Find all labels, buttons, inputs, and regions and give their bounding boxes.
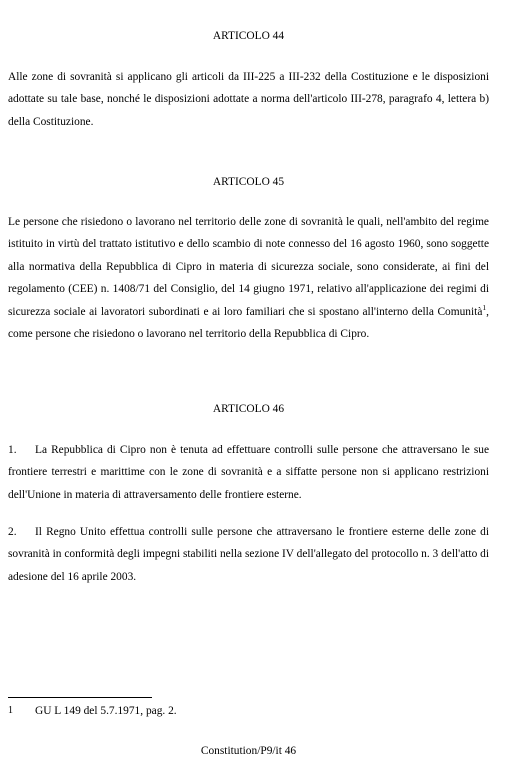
footnote-reference: 1 bbox=[482, 302, 487, 312]
article-46-paragraph-2 bbox=[8, 521, 489, 588]
paragraph-text: La Repubblica di Cipro non è tenuta ad effettuare controlli sulle persone che attraversano le sue frontiere terrestri e marittime con le zone di sovranità e a siffatte persone non si applicano restrizioni dell'Unione in materia di attraversamento delle frontiere esterne. bbox=[8, 444, 489, 501]
article-46-paragraph-1 bbox=[8, 439, 489, 506]
footnote-separator bbox=[8, 697, 152, 698]
page-footer-reference: Constitution/P9/it 46 bbox=[200, 745, 297, 757]
paragraph-text: Il Regno Unito effettua controlli sulle persone che attraversano le frontiere esterne delle zone di sovranità in conformità degli impegni stabiliti nella sezione IV dell'allegato del protocollo n. 3 dell'atto di adesione del 16 aprile 2003. bbox=[8, 526, 489, 583]
article-45-paragraph bbox=[8, 211, 489, 345]
article-46-heading: ARTICOLO 46 bbox=[212, 403, 285, 415]
article-45-text-after: , come persone che risiedono o lavorano nel territorio della Repubblica di Cipro. bbox=[8, 305, 489, 341]
article-45-text-before: Le persone che risiedono o lavorano nel territorio delle zone di sovranità le quali, nell'ambito del regime istituito in virtù del trattato istitutivo e dello scambio di note connesso del 16 agosto 1960, sono soggette alla normativa della Repubblica di Cipro in materia di sicurezza sociale, sono considerate, ai fini del regolamento (CEE) n. 1408/71 del Consiglio, del 14 giugno 1971, relativo all'applicazione dei regimi di sicurezza sociale ai lavoratori subordinati e ai loro familiari che si spostano all'interno della Comunità bbox=[8, 216, 489, 318]
footnote bbox=[8, 704, 177, 718]
article-45-heading: ARTICOLO 45 bbox=[212, 176, 285, 188]
footnote-number: 1 bbox=[8, 705, 13, 716]
paragraph-number: 1. bbox=[8, 444, 17, 456]
paragraph-number: 2. bbox=[8, 526, 17, 538]
footnote-text: GU L 149 del 5.7.1971, pag. 2. bbox=[35, 705, 177, 717]
article-44-heading: ARTICOLO 44 bbox=[212, 30, 285, 42]
article-44-paragraph: Alle zone di sovranità si applicano gli articoli da III-225 a III-232 della Costituzione e le disposizioni adottate su tale base, nonché le disposizioni adottate a norma dell'articolo III-278, paragrafo 4, lettera b) della Costituzione. bbox=[8, 71, 489, 128]
